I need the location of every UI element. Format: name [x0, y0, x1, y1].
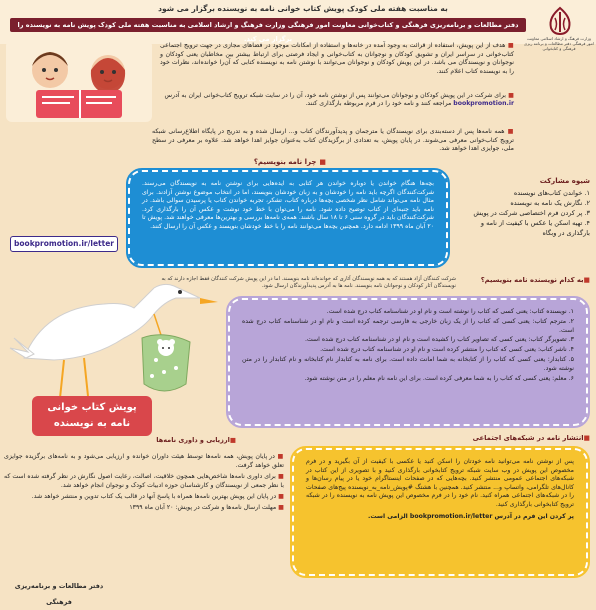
social-title-text: انتشار نامه در شبکه‌های اجتماعی — [472, 434, 584, 442]
intro-url-line: ■ برای شرکت در این پویش کودکان و نوجوانان می‌توانند پس از نوشتن نامه خود، آن را در سایت شبکه ترویج کتاب‌خوانی ایران به آدرس bookpromotion.ir مراجعه کنند و نامه خود را در فرم مربوطه بارگذاری کنند. — [164, 92, 514, 107]
ministry-emblem-icon — [532, 6, 588, 62]
who-note: شرکت کنندگان آزاد هستند که به همه نویسندگان آثاری که خوانده‌اند نامه بنویسند. اما در این پویش شرکت کنندگان فقط اجازه دارند که به نویسندگان آثار کودکان و نوجوانان نامه بنویسند. نامه ها به آدرس پدیدآورندگان ارسال شود. — [161, 276, 456, 289]
footer-logo: دفتر مطالعات و برنامه‌ریزی فرهنگی — [14, 582, 104, 606]
judging-item-text: مهلت ارسال نامه‌ها و شرکت در پویش: ۲۰ آبان ماه ۱۳۹۹ — [129, 504, 277, 511]
social-box-text: پس از نوشتن نامه می‌توانید نامه خودتان را اسکن کنید یا عکسی با کیفیت از آن بگیرید و در فرم مخصوص این پویش در وب سایت شبکه ترویج کتابخوانی بارگذاری کنید و با تصویری از این کتاب در شبکه‌های اجتماعی عمومی منتشر کنید. بچه‌هایی که در صفحات اینستاگرام خود یا در پیام رسان‌ها و کانال‌های تلگرامی، واتساپ و... منتشر کنید. همچنین با هشتگ #پویش_نامه_به_نویسنده پیج‌های صفحات را در شبکه‌های اجتماعی همراه کنید. نام خود را در فرم مخصوص این پویش نامه به نویسنده را در شبکه ترویج کتابخوانی بارگذاری کنید. — [306, 458, 574, 508]
social-title: ■انتشار نامه در شبکه‌های اجتماعی — [472, 434, 590, 442]
why-title-text: چرا نامه بنویسیم؟ — [253, 158, 317, 166]
who-item: ۶. معلم: یعنی کسی که کتاب را به شما معرفی کرده است. برای این نامه نام معلم را در متن نوشته شود. — [304, 374, 574, 382]
header-banner: دفتر مطالعات و برنامه‌ریزی فرهنگی و کتاب‌خوانی معاونت امور فرهنگی وزارت فرهنگ و ارشاد اسلامی به مناسبت هفته ملی کودک پویش نامه به نویسنده را برگزار می کند. — [10, 18, 526, 32]
why-box: بچه‌ها هنگام خواندن یا دوباره خواندن هر کتابی به ایده‌هایی برای نوشتن نامه به نویسندگان می‌رسند. شرکت‌کنندگان اگرچه باید نامه را خودشان و به زبان خودشان بنویسند، اما در انتخاب موضوع نوشتن آزادند. برای مثال نامه می‌تواند شامل نظر شخصی بچه‌ها درباره کتاب، تشکر، تجربه خواندن کتاب یا پرسیدن سوالی باشد. در نامه باید جنبه‌ای از کتاب توضیح داده شود. نامه را می‌توان با خط خود نوشت و عکس آن را بارگذاری کرد. شرکت‌کنندگان باید در گروه سنی ۶ تا ۱۸ سال باشند. همه‌ی نامه‌ها بررسی و بهترین‌ها معرفی خواهند شد. پویش تا ۲۰ آبان ماه ۱۳۹۹ ادامه دارد. همچنین بچه‌ها می‌توانند نامه را با خط خودشان بنویسند و عکس آن را ارسال کنند. — [128, 170, 448, 266]
social-url-line: پر کردن این فرم در آدرس bookpromotion.ir/letter الزامی است. — [368, 512, 574, 520]
who-item: ۳. تصویرگر کتاب: یعنی کسی که تصاویر کتاب را کشیده است و نام او در شناسنامه کتاب درج شده است. — [304, 336, 574, 344]
who-title: ■به کدام نویسنده نامه بنویسیم؟ — [480, 276, 590, 284]
campaign-title-card — [32, 396, 152, 436]
header-title: به مناسبت هفته ملی کودک پویش کتاب خوانی نامه به نویسنده برگزار می شود — [158, 4, 448, 13]
who-item: ۱. نویسنده کتاب: یعنی کسی که کتاب را نوشته است و نام او در شناسنامه کتاب درج شده است. — [326, 308, 574, 315]
judging-title: ■ارزیابی و داوری نامه‌ها — [156, 436, 236, 444]
judging-item: ■ در پایان پویش، همه نامه‌ها توسط هیئت داوران خوانده و ارزیابی می‌شود و به نامه‌های برگزیده جوایزی تعلق خواهد گرفت. — [4, 453, 284, 469]
who-item: ۴. ناشر کتاب: یعنی کسی که کتاب را منتشر کرده است و نام او در شناسنامه کتاب درج شده است. — [320, 346, 574, 354]
social-box — [292, 448, 588, 576]
who-item: ۲. مترجم کتاب: یعنی کسی که کتاب را از یک زبان خارجی به فارسی ترجمه کرده است و نام او در شناسنامه کتاب درج شده است. — [242, 317, 574, 334]
intro-paragraph-1: هدف از این پویش، استفاده از قرائت به وجود آمده در خانه‌ها و استفاده از امکانات موجود در فضاهای مجازی در جهت ترویج اجتماعی کتاب‌خوانی در سراسر ایران و تشویق کودکان و نوجوانان به کتاب‌خوانی و ایجاد فرصتی برای ارتباط بیشتر بین مخاطبان یعنی کودکان و نوجوانان و نویسندگان می باشد. در این پویش کودکان و نوجوانان می‌توانند با نوشتن نامه به نویسنده کتابی که آن‌را خوانده‌اند، نظرات خود را به نویسنده کتاب اعلام کنند. — [160, 42, 514, 75]
intro-paragraph-2: برای شرکت در این پویش کودکان و نوجوانان می‌توانند پس از نوشتن نامه خود، آن را در سایت شبکه ترویج کتاب‌خوانی ایران به آدرس — [164, 92, 506, 99]
campaign-title-line2: نامه به نویسنده — [53, 418, 131, 429]
participation-title: شیوه مشارکت — [539, 177, 590, 185]
judging-item: ■ مهلت ارسال نامه‌ها و شرکت در پویش: ۲۰ آبان ماه ۱۳۹۹ — [129, 504, 284, 511]
who-box — [228, 298, 588, 426]
participation-step: ۱. خواندن کتاب‌های نویسنده — [513, 189, 590, 197]
participation-step: ۴. تهیه اسکن یا عکس با کیفیت از نامه و بارگذاری در وبگاه — [480, 219, 590, 237]
who-title-text: به کدام نویسنده نامه بنویسیم؟ — [480, 276, 584, 284]
who-item: ۵. کتابدار: یعنی کسی که کتاب را از کتابخانه به شما امانت داده است. برای نامه به کتابدار نام کتابخانه و نام کتابدار را در متن نوشته شود. — [242, 355, 574, 372]
intro-url-link[interactable]: bookpromotion.ir — [453, 100, 514, 107]
judging-item-text: برای داوری نامه‌ها شاخص‌هایی همچون خلاقیت، اصالت، رعایت اصول نگارش در نظر گرفته شده است که با نظر جمعی از نویسندگان و کارشناسان حوزه ادبیات کودک و نوجوان انجام خواهد شد. — [4, 473, 284, 489]
emblem-caption: وزارت فرهنگ و ارشاد اسلامی معاونت امور فرهنگی دفتر مطالعات و برنامه ریزی فرهنگی و کتابخوانی — [524, 36, 594, 51]
campaign-title-line1: پویش کتاب خوانی — [47, 402, 137, 413]
judging-list — [4, 452, 284, 514]
judging-item-text: در پایان پویش، همه نامه‌ها توسط هیئت داوران خوانده و ارزیابی می‌شود و به نامه‌های برگزیده جوایزی تعلق خواهد گرفت. — [4, 453, 284, 469]
why-intro-paragraph: همه نامه‌ها پس از دسته‌بندی برای نویسندگان یا مترجمان و پدیدآورندگان کتاب و... ارسال شده و به تدریج در پایگاه اطلاع‌رسانی شبکه ترویج کتاب‌خوانی معرفی می‌شوند. در پایان پویش، به تعدادی از برگزیدگان کتاب به‌عنوان جوایز اهدا خواهد شد. علاوه بر معرفی در سطح ملی، جوایزی اهدا خواهد شد. — [152, 128, 514, 153]
judging-item-text: در پایان این پویش بهترین نامه‌ها همراه با پاسخ آنها در قالب یک کتاب تدوین و منتشر خواهد شد. — [31, 493, 277, 500]
judging-item: ■ برای داوری نامه‌ها شاخص‌هایی همچون خلاقیت، اصالت، رعایت اصول نگارش در نظر گرفته شده است که با نظر جمعی از نویسندگان و کارشناسان حوزه ادبیات کودک و نوجوان انجام خواهد شد. — [4, 473, 284, 489]
participation-step: ۲. نگارش یک نامه به نویسنده — [510, 199, 590, 207]
letter-url-link[interactable]: bookpromotion.ir/letter — [10, 236, 118, 252]
reading-kids-illustration — [6, 40, 152, 122]
participation-step: ۳. پر کردن فرم اختصاصی شرکت در پویش — [473, 209, 590, 217]
participation-list — [458, 188, 590, 238]
why-intro-text: ■همه نامه‌ها پس از دسته‌بندی برای نویسندگان یا مترجمان و پدیدآورندگان کتاب و... ارسال شده و به تدریج در پایگاه اطلاع‌رسانی شبکه ترویج کتاب‌خوانی معرفی می‌شوند. در پایان پویش، به تعدادی از برگزیدگان کتاب به‌عنوان جوایز اهدا خواهد شد. علاوه بر معرفی در سطح ملی، جوایزی اهدا خواهد شد. — [152, 128, 514, 153]
intro-text: ■ هدف از این پویش، استفاده از قرائت به وجود آمده در خانه‌ها و استفاده از امکانات موجود در فضاهای مجازی در جهت ترویج اجتماعی کتاب‌خوانی در سراسر ایران و تشویق کودکان و نوجوانان به کتاب‌خوانی و ایجاد فرصتی برای ارتباط بیشتر بین مخاطبان یعنی کودکان و نوجوانان و نویسندگان می باشد. در این پویش کودکان و نوجوانان می‌توانند با نوشتن نامه به نویسنده کتابی که آن‌را خوانده‌اند، نظرات خود را به نویسنده کتاب اعلام کنند. — [160, 42, 514, 75]
why-title: ■چرا نامه بنویسیم؟ — [253, 158, 326, 166]
participation-steps — [458, 176, 590, 238]
judging-title-text: ارزیابی و داوری نامه‌ها — [156, 436, 230, 444]
intro-paragraph-2-end: مراجعه کنند و نامه خود را در فرم مربوطه بارگذاری کنند. — [305, 100, 452, 107]
judging-item: ■ در پایان این پویش بهترین نامه‌ها همراه با پاسخ آنها در قالب یک کتاب تدوین و منتشر خواهد شد. — [31, 493, 284, 500]
header — [0, 0, 596, 44]
